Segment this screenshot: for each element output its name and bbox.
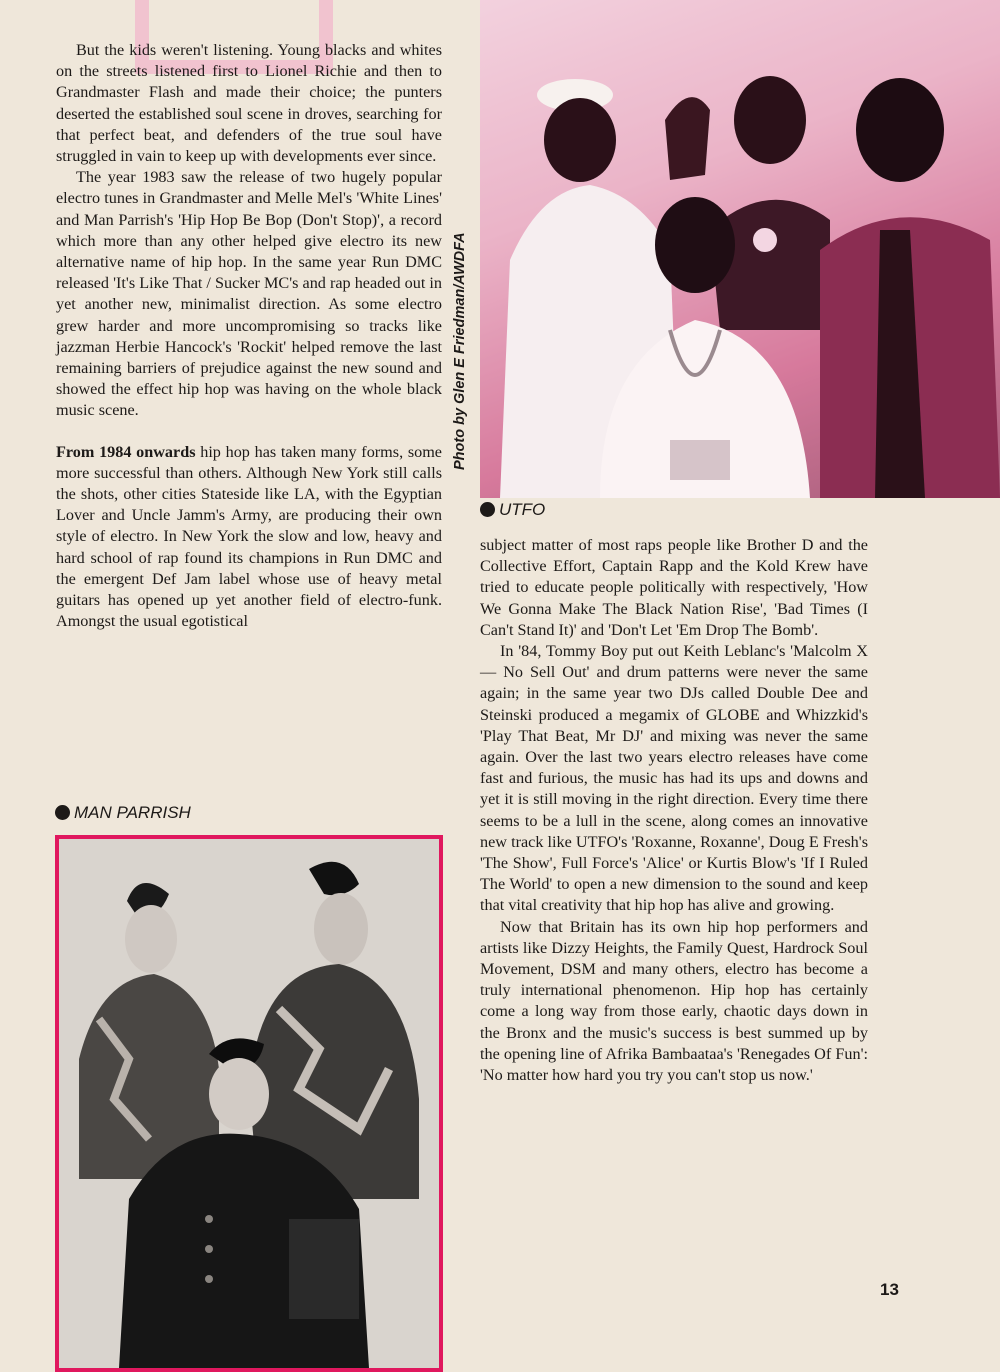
- photo-credit: Photo by Glen E Friedman/AWDFA: [452, 232, 468, 470]
- bullet-icon: [55, 805, 70, 820]
- utfo-photo-illustration: [480, 0, 1000, 498]
- paragraph: Now that Britain has its own hip hop performers and artists like Dizzy Heights, the Family Quest, Hardrock Soul Movement, DSM and many others, electro has become a truly international phenomenon. Hip hop has certainly come a long way from those early, chaotic days down in the Bronx and the music's success is best summed up by the opening line of Afrika Bambaataa's 'Renegades Of Fun': 'No matter how hard you try you can't stop us now.': [480, 917, 868, 1085]
- caption-text: UTFO: [499, 500, 546, 519]
- utfo-photo: [480, 0, 1000, 498]
- paragraph: subject matter of most raps people like Brother D and the Collective Effort, Captain Rapp and the Kold Krew have tried to educate people politically with respectively, 'How We Gonna Make The Black Nation Rise', 'Bad Times (I Can't Stand It)' and 'Don't Let 'Em Drop The Bomb'.: [480, 536, 868, 639]
- paragraph: In '84, Tommy Boy put out Keith Leblanc's 'Malcolm X — No Sell Out' and drum patterns were never the same again; in the same year two DJs called Double Dee and Steinski produced a megamix of GLOBE and Whizzkid's 'Play That Beat, Mr DJ' and mixing was never the same again. Over the last two years electro releases have come fast and furious, the music has had its ups and downs and yet it is still moving in the right direction. Every time there seems to be a lull in the scene, along comes an innovative new track like UTFO's 'Roxanne, Roxanne', Doug E Fresh's 'The Show', Full Force's 'Alice' or Kurtis Blow's 'If I Ruled The World' to open a new dimension to the sound and keep that vital creativity that hip hop has alive and growing.: [480, 642, 868, 915]
- section-paragraph: [56, 442, 442, 633]
- paragraph: But the kids weren't listening. Young blacks and whites on the streets listened first to Lionel Richie and then to Grandmaster Flash and made their choice; the punters deserted the established soul scene in droves, searching for that perfect beat, and defenders of the true soul have struggled in vain to keep up with developments ever since.: [56, 41, 442, 166]
- section-lead-in: From 1984 onwards: [56, 442, 196, 461]
- man-parrish-photo-illustration: [59, 839, 439, 1368]
- man-parrish-photo: [55, 835, 443, 1372]
- paragraph: The year 1983 saw the release of two hugely popular electro tunes in Grandmaster and Melle Mel's 'White Lines' and Man Parrish's 'Hip Hop Be Bop (Don't Stop)', a record which more than any other helped give electro its new alternative name of hip hop. In the same year Run DMC released 'It's Like That / Sucker MC's and rap headed out in yet another new, minimalist direction. As some electro grew harder and more uncompromising so tracks like jazzman Herbie Hancock's 'Rockit' helped remove the last remaining barriers of prejudice against the new sound and showed the effect hip hop was having on the whole black music scene.: [56, 168, 442, 420]
- right-text-column: [480, 535, 868, 1086]
- bullet-icon: [480, 502, 495, 517]
- left-text-column: [56, 40, 442, 632]
- section-text: hip hop has taken many forms, some more successful than others. Although New York still calls the shots, other cities Stateside like LA, with the Egyptian Lover and Uncle Jamm's Army, are producing their own style of electro. In New York the slow and low, heavy and hard school of rap found its champions in Run DMC and the emergent Def Jam label whose use of heavy metal guitars has opened up yet another field of electro-funk. Amongst the usual egotistical: [56, 442, 442, 631]
- man-parrish-caption: [55, 803, 191, 823]
- caption-text: MAN PARRISH: [74, 803, 191, 822]
- page-number: 13: [880, 1280, 899, 1299]
- utfo-caption: [480, 500, 545, 520]
